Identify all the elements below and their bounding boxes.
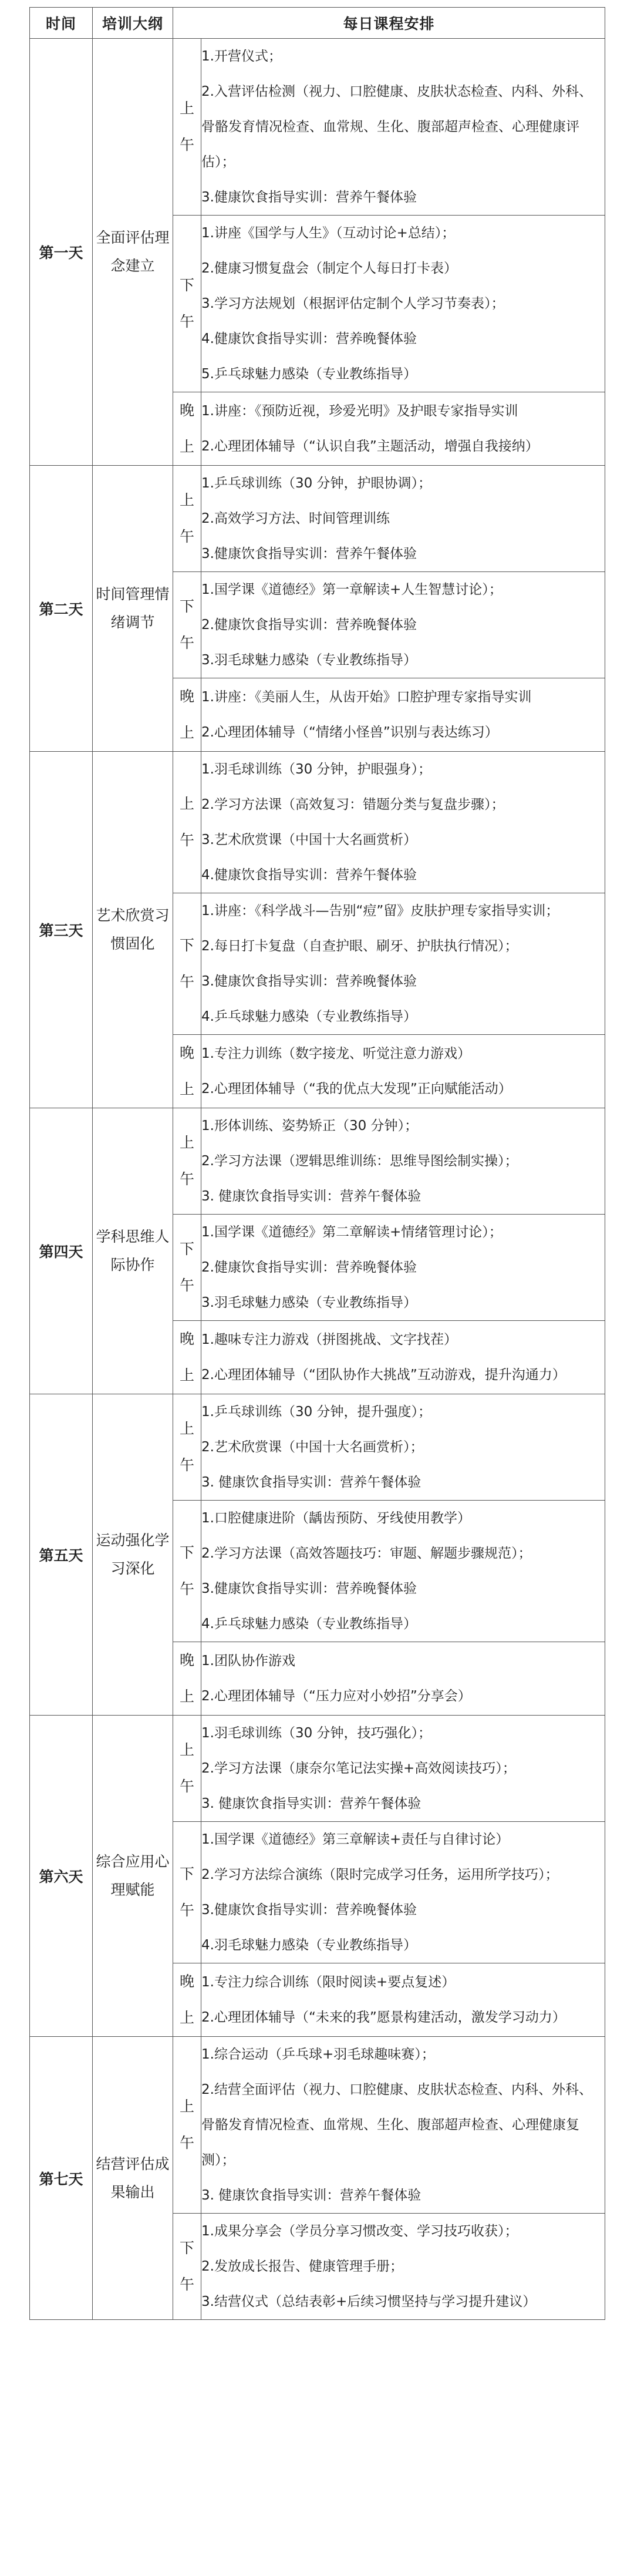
schedule-item: 4.健康饮食指导实训：营养午餐体验 — [201, 867, 417, 883]
schedule-item: 2.心理团体辅导（“未来的我”愿景构建活动，激发学习动力） — [201, 2010, 566, 2025]
schedule-item: 1.乒乓球训练（30 分钟，护眼协调）； — [201, 476, 432, 491]
schedule-item: 1.羽毛球训练（30 分钟，技巧强化）； — [201, 1726, 432, 1741]
period-label: 晚上 — [173, 1963, 201, 2037]
period-label: 上午 — [173, 1716, 201, 1822]
period-label: 上午 — [173, 752, 201, 893]
schedule-item: 3.健康饮食指导实训：营养晚餐体验 — [201, 974, 417, 989]
period-label: 下午 — [173, 572, 201, 678]
schedule-item: 3. 健康饮食指导实训：营养午餐体验 — [201, 2188, 421, 2203]
schedule-item: 3. 健康饮食指导实训：营养午餐体验 — [201, 1475, 421, 1490]
schedule-item: 2.心理团体辅导（“团队协作大挑战”互动游戏，提升沟通力） — [201, 1367, 566, 1383]
schedule-item: 2.发放成长报告、健康管理手册； — [201, 2259, 403, 2274]
day-label: 第二天 — [30, 466, 93, 752]
schedule-item: 3.健康饮食指导实训：营养午餐体验 — [201, 546, 417, 561]
schedule-item: 2.健康习惯复盘会（制定个人每日打卡表） — [201, 261, 457, 276]
session-items — [201, 1642, 605, 1716]
session-row — [30, 39, 605, 216]
schedule-item: 1.乒乓球训练（30 分钟，提升强度）； — [201, 1404, 432, 1420]
schedule-item: 4.乒乓球魅力感染（专业教练指导） — [201, 1616, 417, 1632]
schedule-item: 5.乒乓球魅力感染（专业教练指导） — [201, 366, 417, 382]
schedule-item: 2.心理团体辅导（“我的优点大发现”正向赋能活动） — [201, 1081, 512, 1097]
period-label: 上午 — [173, 1108, 201, 1215]
header-time: 时间 — [30, 8, 93, 39]
session-items — [201, 678, 605, 752]
session-items — [201, 1394, 605, 1501]
session-items — [201, 1822, 605, 1963]
day-label: 第五天 — [30, 1394, 93, 1716]
header-row — [30, 8, 605, 39]
period-label: 下午 — [173, 2214, 201, 2320]
period-label: 下午 — [173, 1822, 201, 1963]
outline-cell: 学科思维人际协作 — [93, 1108, 173, 1394]
schedule-item: 1.成果分享会（学员分享习惯改变、学习技巧收获）； — [201, 2224, 518, 2239]
period-label: 晚上 — [173, 1035, 201, 1108]
session-items — [201, 466, 605, 572]
schedule-item: 2.健康饮食指导实训：营养晚餐体验 — [201, 1260, 417, 1275]
session-items — [201, 1215, 605, 1321]
schedule-item: 1.羽毛球训练（30 分钟，护眼强身）； — [201, 762, 432, 777]
schedule-item: 2.高效学习方法、时间管理训练 — [201, 511, 390, 526]
day-label: 第四天 — [30, 1108, 93, 1394]
schedule-item: 3.健康饮食指导实训：营养晚餐体验 — [201, 1902, 417, 1918]
schedule-item: 3.羽毛球魅力感染（专业教练指导） — [201, 1295, 417, 1310]
schedule-item: 3.羽毛球魅力感染（专业教练指导） — [201, 653, 417, 668]
schedule-item: 2.学习方法课（逻辑思维训练：思维导图绘制实操）； — [201, 1154, 518, 1169]
session-row — [30, 1394, 605, 1501]
session-items — [201, 2214, 605, 2320]
schedule-item: 1.讲座《国学与人生》（互动讨论+总结）； — [201, 226, 456, 241]
schedule-item: 1.讲座：《美丽人生，从齿开始》口腔护理专家指导实训 — [201, 690, 532, 705]
schedule-item: 2.每日打卡复盘（自查护眼、刷牙、护肤执行情况）； — [201, 939, 518, 954]
schedule-item: 3. 健康饮食指导实训：营养午餐体验 — [201, 1796, 421, 1811]
schedule-item: 2.学习方法综合演练（限时完成学习任务，运用所学技巧）； — [201, 1867, 559, 1882]
schedule-item: 1.趣味专注力游戏（拼图挑战、文字找茬） — [201, 1332, 457, 1347]
schedule-item: 3.艺术欣赏课（中国十大名画赏析） — [201, 832, 417, 848]
schedule-item: 3.学习方法规划（根据评估定制个人学习节奏表）； — [201, 296, 505, 311]
schedule-item: 1.讲座：《科学战斗—告别“痘”留》皮肤护理专家指导实训； — [201, 903, 559, 919]
schedule-item: 4.健康饮食指导实训：营养晚餐体验 — [201, 331, 417, 347]
session-items — [201, 1108, 605, 1215]
schedule-item: 3.结营仪式（总结表彰+后续习惯坚持与学习提升建议） — [201, 2294, 537, 2309]
schedule-item: 1.形体训练、姿势矫正（30 分钟）； — [201, 1118, 419, 1134]
session-items — [201, 572, 605, 678]
schedule-item: 3.健康饮食指导实训：营养午餐体验 — [201, 190, 417, 205]
schedule-item: 1.综合运动（乒乓球+羽毛球趣味赛）； — [201, 2047, 435, 2062]
session-row — [30, 466, 605, 572]
outline-cell: 综合应用心理赋能 — [93, 1716, 173, 2037]
schedule-item: 4.羽毛球魅力感染（专业教练指导） — [201, 1938, 417, 1953]
period-label: 下午 — [173, 893, 201, 1035]
outline-cell: 运动强化学习深化 — [93, 1394, 173, 1716]
session-items — [201, 2037, 605, 2214]
schedule-item: 2.学习方法课（康奈尔笔记法实操+高效阅读技巧）； — [201, 1761, 516, 1776]
schedule-item: 2.艺术欣赏课（中国十大名画赏析）； — [201, 1440, 424, 1455]
schedule-item: 2.学习方法课（高效复习：错题分类与复盘步骤）； — [201, 797, 505, 812]
schedule-item: 1.讲座：《预防近视，珍爱光明》及护眼专家指导实训 — [201, 403, 518, 419]
session-items — [201, 1321, 605, 1394]
schedule-item: 1.专注力综合训练（限时阅读+要点复述） — [201, 1975, 456, 1990]
day-label: 第六天 — [30, 1716, 93, 2037]
period-label: 下午 — [173, 1501, 201, 1642]
outline-cell: 艺术欣赏习惯固化 — [93, 752, 173, 1108]
period-label: 下午 — [173, 1215, 201, 1321]
schedule-item: 2.心理团体辅导（“认识自我”主题活动，增强自我接纳） — [201, 439, 539, 454]
schedule-item: 1.开营仪式； — [201, 49, 282, 64]
outline-cell: 结营评估成果输出 — [93, 2037, 173, 2320]
schedule-table — [29, 7, 605, 2320]
schedule-item: 1.专注力训练（数字接龙、听觉注意力游戏） — [201, 1046, 471, 1061]
session-row — [30, 1108, 605, 1215]
session-items — [201, 1716, 605, 1822]
period-label: 上午 — [173, 1394, 201, 1501]
period-label: 上午 — [173, 466, 201, 572]
schedule-item: 2.入营评估检测（视力、口腔健康、皮肤状态检查、内科、外科、骨骼发育情况检查、血常规、生化、腹部超声检查、心理健康评估）； — [201, 84, 592, 170]
schedule-sheet — [29, 7, 605, 2320]
session-items — [201, 216, 605, 392]
schedule-item: 1.国学课《道德经》第一章解读+人生智慧讨论）； — [201, 582, 503, 597]
schedule-item: 4.乒乓球魅力感染（专业教练指导） — [201, 1009, 417, 1024]
period-label: 晚上 — [173, 678, 201, 752]
schedule-item: 2.结营全面评估（视力、口腔健康、皮肤状态检查、内科、外科、骨骼发育情况检查、血常规、生化、腹部超声检查、心理健康复测）； — [201, 2082, 592, 2168]
period-label: 晚上 — [173, 392, 201, 466]
session-items — [201, 392, 605, 466]
session-items — [201, 1501, 605, 1642]
session-items — [201, 752, 605, 893]
session-items — [201, 39, 605, 216]
header-outline: 培训大纲 — [93, 8, 173, 39]
schedule-item: 2.心理团体辅导（“压力应对小妙招”分享会） — [201, 1689, 471, 1704]
day-label: 第一天 — [30, 39, 93, 466]
period-label: 上午 — [173, 2037, 201, 2214]
period-label: 晚上 — [173, 1321, 201, 1394]
schedule-item: 1.团队协作游戏 — [201, 1653, 295, 1669]
schedule-item: 2.心理团体辅导（“情绪小怪兽”识别与表达练习） — [201, 725, 498, 740]
session-row — [30, 752, 605, 893]
outline-cell: 时间管理情绪调节 — [93, 466, 173, 752]
session-row — [30, 1716, 605, 1822]
schedule-item: 2.学习方法课（高效答题技巧：审题、解题步骤规范）； — [201, 1546, 532, 1561]
day-label: 第三天 — [30, 752, 93, 1108]
schedule-item: 1.国学课《道德经》第二章解读+情绪管理讨论）； — [201, 1225, 503, 1240]
session-row — [30, 2037, 605, 2214]
schedule-item: 3.健康饮食指导实训：营养晚餐体验 — [201, 1581, 417, 1596]
period-label: 上午 — [173, 39, 201, 216]
session-items — [201, 1963, 605, 2037]
period-label: 下午 — [173, 216, 201, 392]
schedule-item: 3. 健康饮食指导实训：营养午餐体验 — [201, 1189, 421, 1204]
day-label: 第七天 — [30, 2037, 93, 2320]
schedule-item: 1.国学课《道德经》第三章解读+责任与自律讨论） — [201, 1832, 510, 1847]
schedule-body — [30, 39, 605, 2320]
schedule-item: 2.健康饮食指导实训：营养晚餐体验 — [201, 617, 417, 633]
period-label: 晚上 — [173, 1642, 201, 1716]
outline-cell: 全面评估理念建立 — [93, 39, 173, 466]
session-items — [201, 893, 605, 1035]
header-schedule: 每日课程安排 — [173, 8, 605, 39]
session-items — [201, 1035, 605, 1108]
schedule-item: 1.口腔健康进阶（龋齿预防、牙线使用教学） — [201, 1511, 471, 1526]
